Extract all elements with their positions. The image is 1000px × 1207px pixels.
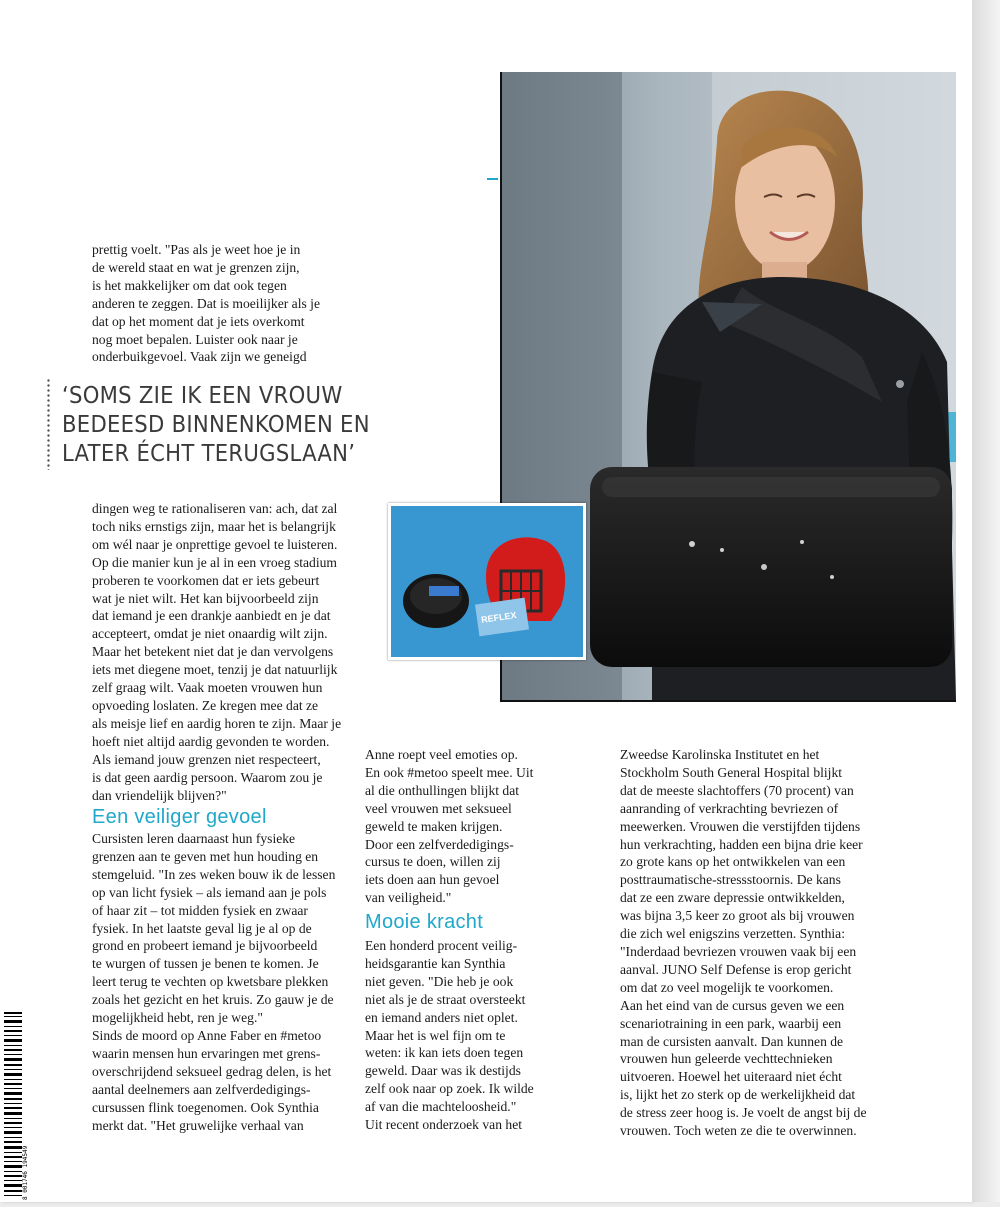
text-line: de stress zeer hoog is. Je voelt de angst bij de — [620, 1105, 867, 1121]
text-line: anderen te zeggen. Dat is moeilijker als je — [92, 295, 320, 311]
pull-quote — [62, 382, 430, 469]
text-line: de wereld staat en wat je grenzen zijn, — [92, 259, 300, 275]
text-line: zoals het gezicht en het kruis. Zo gauw je de — [92, 992, 334, 1008]
text-line: hun verkrachting, hadden een bijna drie keer — [620, 836, 863, 852]
text-line: grond en probeert iemand je bijvoorbeeld — [92, 938, 318, 954]
text-line: vrouwen. Toch weten ze die te overwinnen. — [620, 1123, 857, 1139]
text-line: grenzen aan te geven met hun houding en — [92, 848, 319, 864]
text-line: van veiligheid." — [365, 890, 452, 906]
text-line: accepteert, omdat je niet onaardig wilt zijn. — [92, 626, 328, 642]
column-left-section — [92, 830, 335, 1134]
text-line: af van die machteloosheid." — [365, 1099, 517, 1115]
text-line: cursus te doen, willen zij — [365, 854, 501, 870]
text-line: meewerken. Vrouwen die verstijfden tijdens — [620, 818, 861, 834]
text-line: En ook #metoo speelt mee. Uit — [365, 764, 534, 780]
column-right — [620, 746, 867, 1140]
text-line: leert terug te vechten op kwetsbare plekken — [92, 974, 329, 990]
text-line: Maar het is wel fijn om te — [365, 1027, 506, 1043]
text-line: iets doen aan hun gevoel — [365, 872, 500, 888]
text-line: Door een zelfverdedigings- — [365, 836, 514, 852]
text-line: om wél naar je onprettige gevoel te luisteren. — [92, 536, 338, 552]
text-line: aanranding of verkrachting bevriezen of — [620, 800, 839, 816]
text-line: of haar zit – tot midden fysiek en zwaar — [92, 902, 308, 918]
text-line: te wurgen of tussen je benen te komen. Je — [92, 956, 319, 972]
text-line: proberen te voorkomen dat er iets gebeurt — [92, 572, 320, 588]
text-line: niet als je de straat oversteekt — [365, 991, 526, 1007]
text-line: dingen weg te rationaliseren van: ach, dat zal — [92, 501, 338, 516]
text-line: man de cursisten aanvalt. Dan kunnen de — [620, 1033, 844, 1049]
column-middle — [365, 746, 533, 907]
text-line: is het makkelijker om dat ook tegen — [92, 277, 287, 293]
column-top-left — [92, 241, 320, 366]
text-line: Als iemand jouw grenzen niet respecteert, — [92, 751, 321, 767]
text-line: nog moet bepalen. Luister ook naar je — [92, 331, 298, 347]
text-line: dan vriendelijk blijven?" — [92, 787, 227, 803]
text-line: aanval. JUNO Self Defense is erop gericht — [620, 961, 852, 977]
text-line: overschrijdend seksueel gedrag delen, is het — [92, 1063, 332, 1079]
text-line: wat je niet wilt. Het kan bijvoorbeeld zijn — [92, 590, 319, 606]
text-line: niet geven. "Die heb je ook — [365, 973, 514, 989]
text-line: vrouwen hun geleerde vechttechnieken — [620, 1051, 833, 1067]
text-line: "Inderdaad bevriezen vrouwen vaak bij een — [620, 943, 857, 959]
text-line: scenariotraining in een park, waarbij een — [620, 1015, 842, 1031]
text-line: was bijna 3,5 keer zo groot als bij vrouwen — [620, 908, 855, 924]
text-line: op van licht fysiek – als iemand aan je pols — [92, 884, 327, 900]
section-heading-veiliger-gevoel: Een veiliger gevoel — [92, 806, 267, 828]
column-middle-section — [365, 937, 534, 1134]
text-line: is, lijkt het zo sterk op de werkelijkheid dat — [620, 1087, 856, 1103]
inset-brand-label: REFLEX — [480, 610, 518, 625]
text-line: al die onthullingen blijkt dat — [365, 782, 520, 798]
text-line: onderbuikgevoel. Vaak zijn we geneigd — [92, 349, 307, 365]
page-edge — [972, 0, 1000, 1202]
text-line: zelf graag wilt. Vaak moeten vrouwen hun — [92, 680, 323, 696]
section-heading-mooie-kracht: Mooie kracht — [365, 911, 484, 933]
text-line: Op die manier kun je al in een vroeg stadium — [92, 554, 337, 570]
text-line: Cursisten leren daarnaast hun fysieke — [92, 831, 296, 846]
text-line: veel vrouwen met seksueel — [365, 800, 512, 816]
barcode-graphic — [4, 1010, 28, 1202]
pull-quote-dotted-rule — [47, 378, 50, 470]
text-line: als meisje lief en aardig horen te zijn. Maar je — [92, 715, 342, 731]
text-line: geweld. Daar was ik destijds — [365, 1063, 521, 1079]
text-line: posttraumatische-stressstoornis. De kans — [620, 872, 841, 888]
text-line: stemgeluid. "In zes weken bouw ik de lessen — [92, 866, 336, 882]
gear-illustration — [391, 506, 583, 657]
text-line: cursussen flink toegenomen. Ook Synthia — [92, 1099, 319, 1115]
barcode — [4, 1010, 28, 1202]
text-line: is dat geen aardig persoon. Waarom zou je — [92, 769, 323, 785]
text-line: Sinds de moord op Anne Faber en #metoo — [92, 1027, 322, 1043]
text-line: Zweedse Karolinska Institutet en het — [620, 747, 820, 762]
text-line: dat iemand je een drankje aanbiedt en je dat — [92, 608, 331, 624]
text-line: Een honderd procent veilig- — [365, 938, 518, 953]
text-line: toch niks ernstigs zijn, maar het is belangrijk — [92, 518, 336, 534]
text-line: aantal deelnemers aan zelfverdedigings- — [92, 1081, 311, 1097]
column-left-main — [92, 500, 341, 804]
text-line: om dat zo veel mogelijk te voorkomen. — [620, 979, 834, 995]
text-line: Stockholm South General Hospital blijkt — [620, 764, 843, 780]
inset-photo-gear — [388, 503, 586, 660]
text-line: Uit recent onderzoek van het — [365, 1117, 523, 1133]
text-line: zo grote kans op het ontwikkelen van een — [620, 854, 846, 870]
text-line: mogelijkheid hebt, ren je weg." — [92, 1010, 263, 1026]
text-line: waarin mensen hun ervaringen met grens- — [92, 1045, 321, 1061]
text-line: zelf ook naar op zoek. Ik wilde — [365, 1081, 534, 1097]
text-line: merkt dat. "Het gruwelijke verhaal van — [92, 1117, 304, 1133]
text-line: prettig voelt. "Pas als je weet hoe je in — [92, 242, 301, 257]
text-line: hoeft niet altijd aardig gevonden te worden. — [92, 733, 330, 749]
text-line: geweld te maken krijgen. — [365, 818, 503, 834]
text-line: iets met diegene moet, tenzij je dat natuurlijk — [92, 662, 338, 678]
text-line: opvoeding loslaten. Ze kregen mee dat ze — [92, 697, 319, 713]
text-line: heidsgarantie kan Synthia — [365, 955, 506, 971]
text-line: dat op het moment dat je iets overkomt — [92, 313, 305, 329]
accent-tick-mark — [487, 178, 498, 180]
text-line: weten: ik kan iets doen tegen — [365, 1045, 524, 1061]
pull-quote-line: ‘SOMS ZIE IK EEN VROUW — [62, 383, 343, 409]
text-line: en iemand anders niet oplet. — [365, 1009, 518, 1025]
text-line: dat ze een zware depressie ontwikkelden, — [620, 890, 845, 906]
text-line: Anne roept veel emoties op. — [365, 747, 518, 762]
text-line: uitvoeren. Hoewel het uiteraard niet écht — [620, 1069, 842, 1085]
text-line: fysiek. In het laatste geval lig je al op de — [92, 920, 312, 936]
text-line: dat de meeste slachtoffers (70 procent) van — [620, 782, 854, 798]
barcode-digits: 8 001746 194549 — [22, 1145, 29, 1200]
text-line: Maar het betekent niet dat je dan vervolgens — [92, 644, 334, 660]
text-line: Aan het eind van de cursus geven we een — [620, 997, 845, 1013]
text-line: die zich wel enigszins verzetten. Synthia: — [620, 926, 845, 942]
pull-quote-line: LATER ÉCHT TERUGSLAAN’ — [62, 441, 356, 467]
pull-quote-line: BEDEESD BINNENKOMEN EN — [62, 412, 370, 438]
